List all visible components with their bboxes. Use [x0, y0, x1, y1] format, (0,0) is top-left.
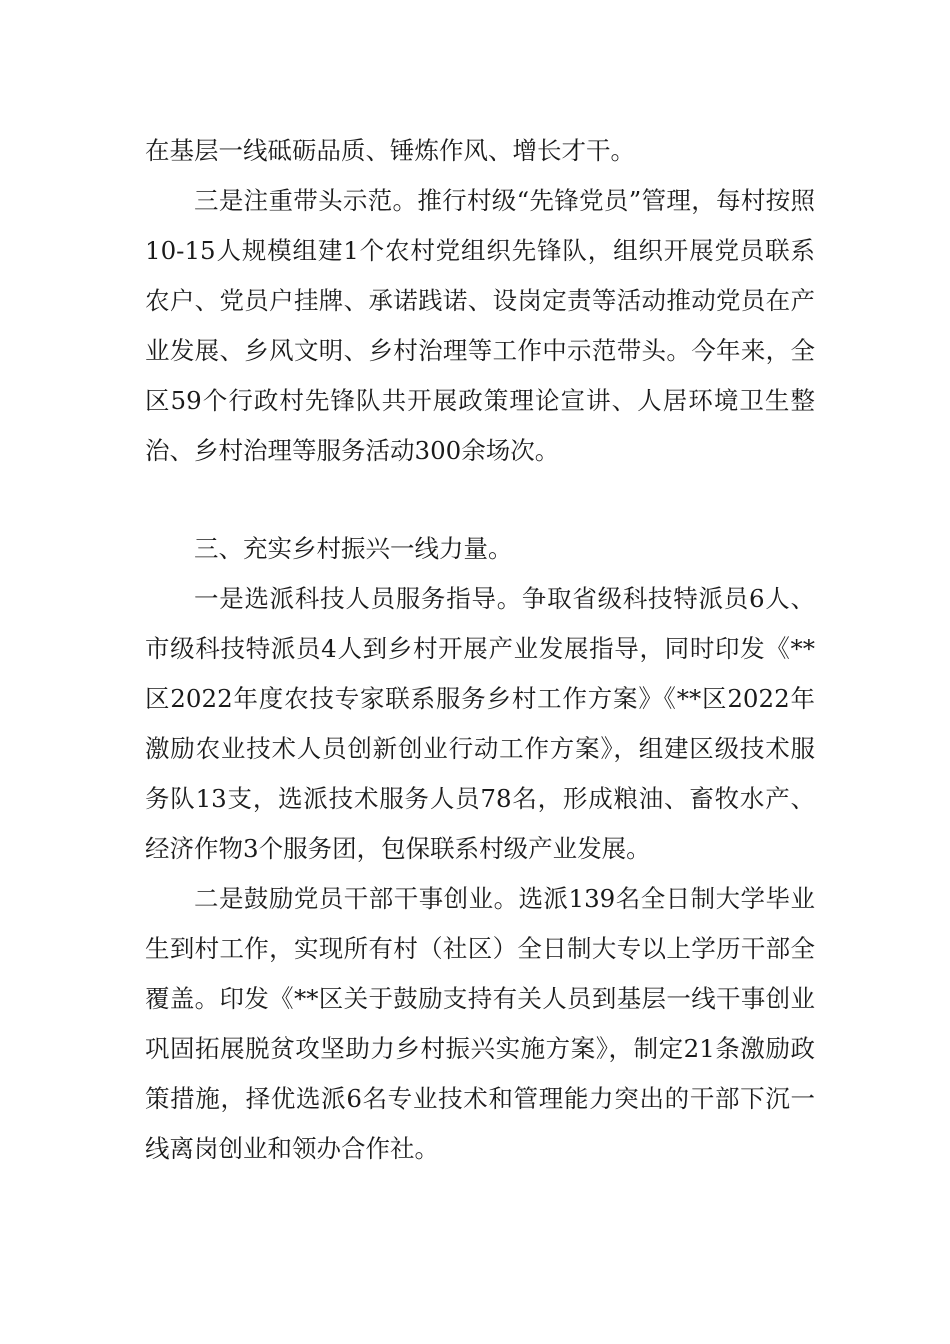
paragraph-cadre-entrepreneurship: 二是鼓励党员干部干事创业。选派139名全日制大学毕业生到村工作，实现所有村（社区）全日制大专以上学历干部全覆盖。印发《**区关于鼓励支持有关人员到基层一线干事创业巩固拓展脱贫攻坚助力乡村振兴实施方案》，制定21条激励政策措施，择优选派6名专业技术和管理能力突出的干部下沉一线离岗创业和领办合作社。	[145, 884, 815, 1163]
section-heading: 三、充实乡村振兴一线力量。	[194, 534, 513, 563]
paragraph-tech-guidance: 一是选派科技人员服务指导。争取省级科技特派员6人、市级科技特派员4人到乡村开展产业发展指导，同时印发《**区2022年度农技专家联系服务乡村工作方案》《**区2022年激励农业技术人员创新创业行动工作方案》，组建区级技术服务队13支，选派技术服务人员78名，形成粮油、畜牧水产、经济作物3个服务团，包保联系村级产业发展。	[145, 584, 815, 863]
text-block-lower	[145, 524, 815, 1174]
paragraph-leader-demonstration: 三是注重带头示范。推行村级“先锋党员”管理，每村按照10-15人规模组建1个农村党组织先锋队，组织开展党员联系农户、党员户挂牌、承诺践诺、设岗定责等活动推动党员在产业发展、乡风文明、乡村治理等工作中示范带头。今年来，全区59个行政村先锋队共开展政策理论宣讲、人居环境卫生整治、乡村治理等服务活动300余场次。	[145, 186, 815, 465]
paragraph-continuation: 在基层一线砥砺品质、锤炼作风、增长才干。	[145, 136, 635, 165]
text-block-upper	[145, 126, 815, 476]
